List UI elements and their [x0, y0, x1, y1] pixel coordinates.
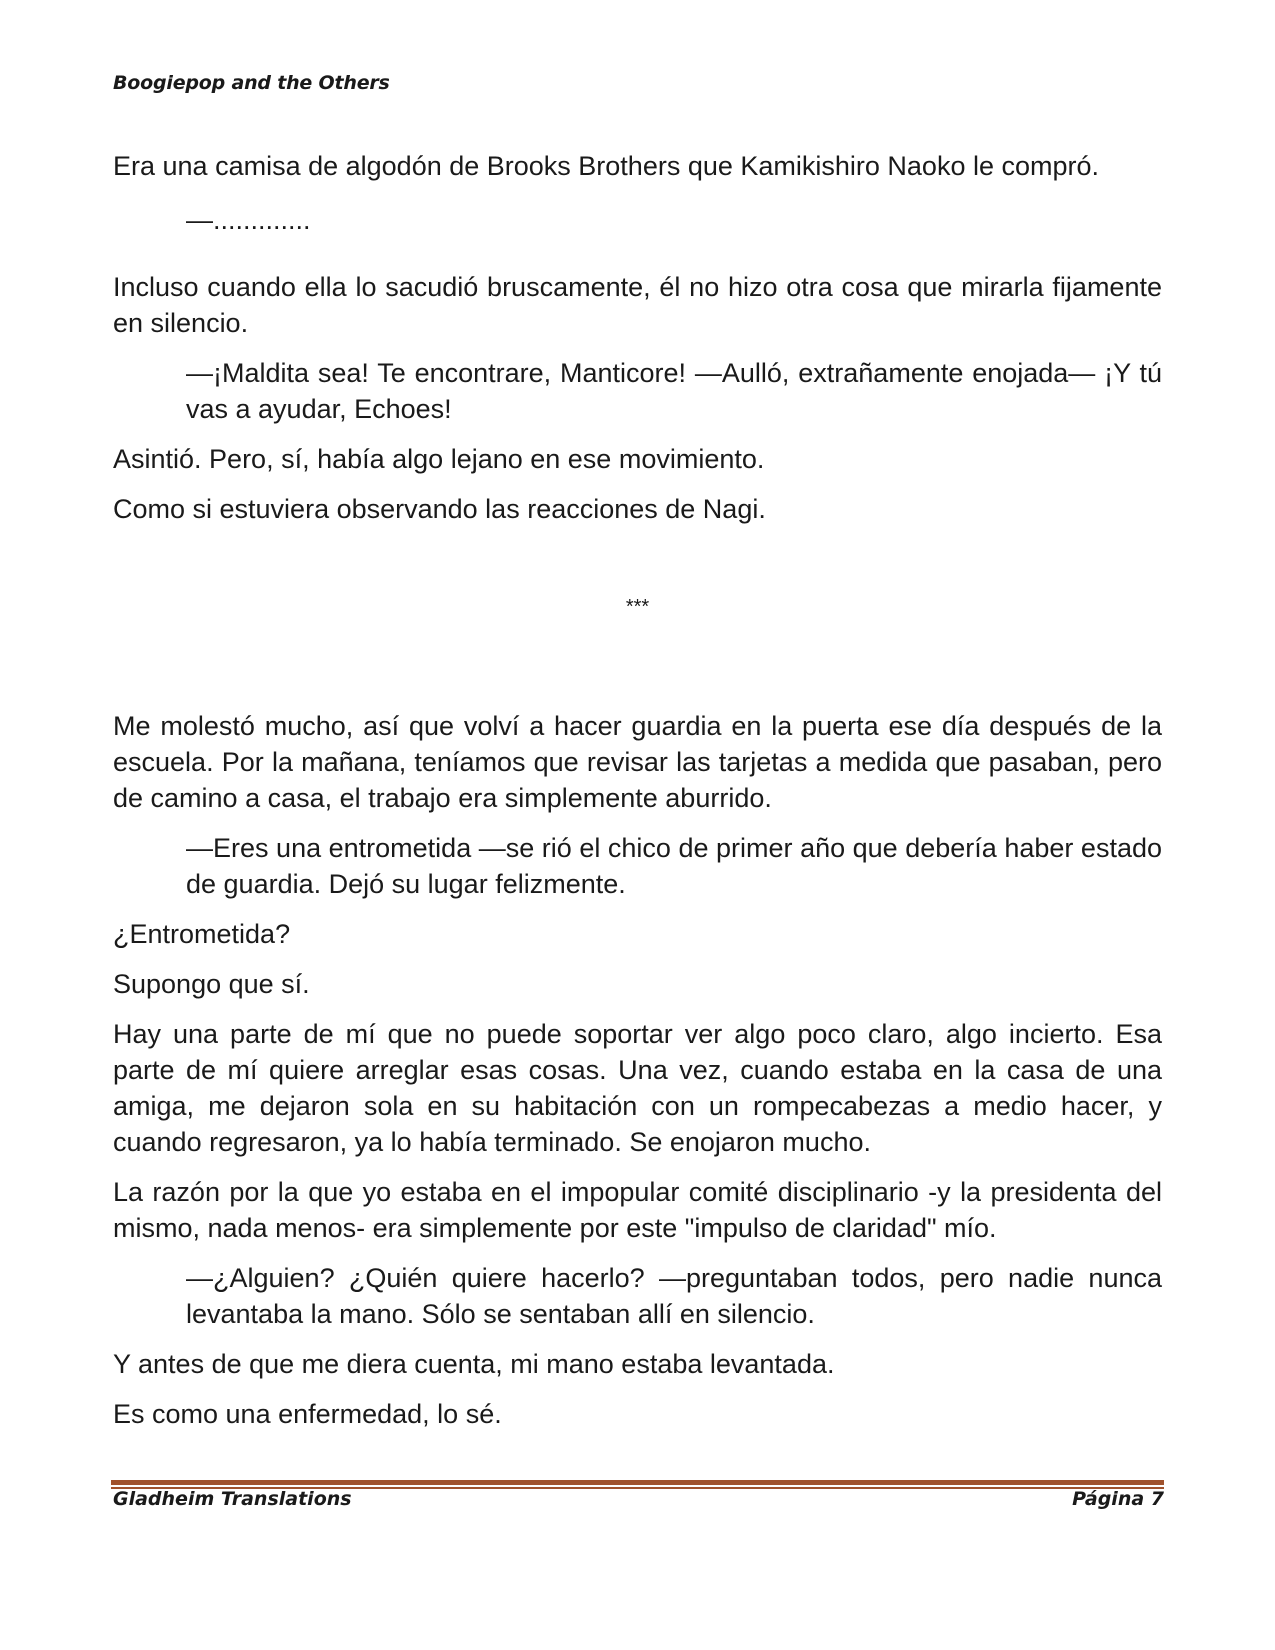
paragraph: Y antes de que me diera cuenta, mi mano estaba levantada.	[113, 1349, 835, 1379]
dialogue-line: —Eres una entrometida —se rió el chico de primer año que debería haber estado de guardia. Dejó su lugar felizmente.	[186, 833, 1162, 899]
document-body	[113, 148, 1162, 1432]
page-header-title: Boogiepop and the Others	[113, 72, 390, 94]
dialogue-line: —¿Alguien? ¿Quién quiere hacerlo? —preguntaban todos, pero nadie nunca levantaba la mano. Sólo se sentaban allí en silencio.	[186, 1263, 1162, 1329]
paragraph: Asintió. Pero, sí, había algo lejano en ese movimiento.	[113, 444, 765, 474]
dialogue-line: —.............	[186, 205, 311, 235]
paragraph: Es como una enfermedad, lo sé.	[113, 1399, 502, 1429]
footer-publisher: Gladheim Translations	[113, 1488, 352, 1510]
footer-page-number: Página 7	[1072, 1488, 1164, 1510]
paragraph: ¿Entrometida?	[113, 919, 291, 949]
paragraph: Incluso cuando ella lo sacudió bruscamente, él no hizo otra cosa que mirarla fijamente en silencio.	[113, 272, 1162, 338]
paragraph: Como si estuviera observando las reacciones de Nagi.	[113, 494, 766, 524]
paragraph: La razón por la que yo estaba en el impopular comité disciplinario -y la presidenta del mismo, nada menos- era simplemente por este "impulso de claridad" mío.	[113, 1177, 1162, 1243]
scene-separator: ***	[625, 596, 650, 618]
dialogue-line: —¡Maldita sea! Te encontrare, Manticore! —Aulló, extrañamente enojada— ¡Y tú vas a ayudar, Echoes!	[186, 358, 1162, 424]
paragraph: Era una camisa de algodón de Brooks Brothers que Kamikishiro Naoko le compró.	[113, 151, 1100, 181]
paragraph: Supongo que sí.	[113, 969, 310, 999]
paragraph: Me molestó mucho, así que volví a hacer guardia en la puerta ese día después de la escuela. Por la mañana, teníamos que revisar las tarjetas a medida que pasaban, pero de camino a casa, el trabajo era simplemente aburrido.	[113, 711, 1162, 813]
paragraph: Hay una parte de mí que no puede soportar ver algo poco claro, algo incierto. Esa parte de mí quiere arreglar esas cosas. Una vez, cuando estaba en la casa de una amiga, me dejaron sola en su habitación con un rompecabezas a medio hacer, y cuando regresaron, ya lo había terminado. Se enojaron mucho.	[113, 1019, 1162, 1157]
